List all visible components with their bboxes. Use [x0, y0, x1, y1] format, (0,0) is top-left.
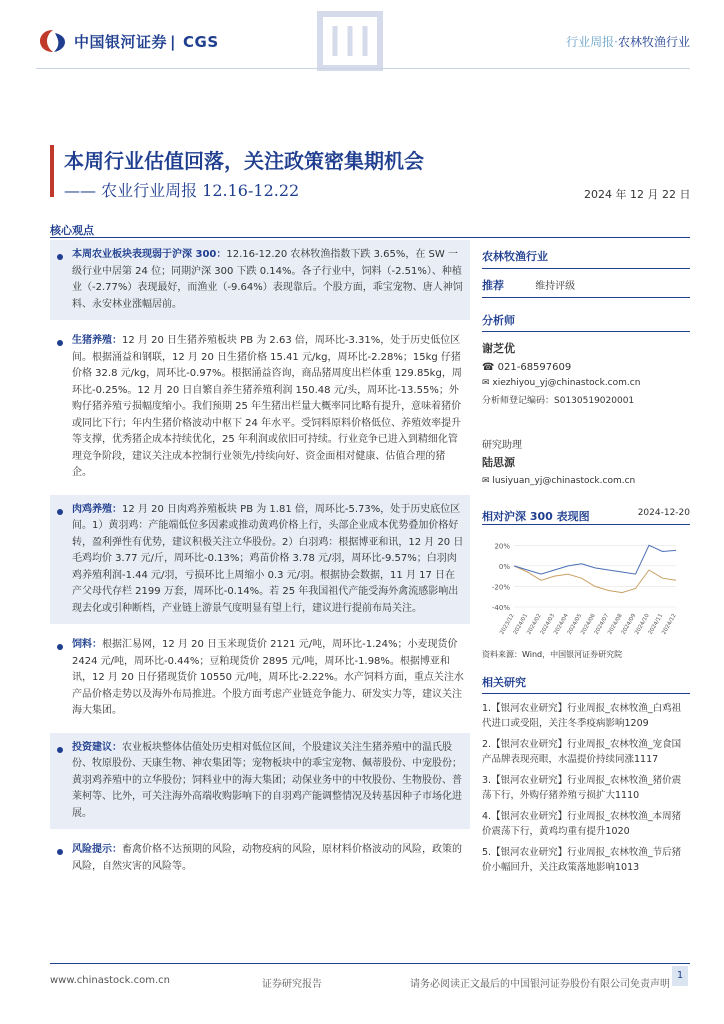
x-tick-label: 2023/12 [499, 613, 516, 636]
x-tick-label: 2024/08 [607, 613, 624, 636]
sidebar-divider [482, 524, 690, 525]
section-risk [50, 835, 470, 882]
header-divider [36, 68, 690, 69]
x-tick-label: 2024/09 [620, 613, 638, 636]
section-market [50, 240, 470, 320]
assistant-email-row [482, 470, 690, 486]
section-body: 畜禽价格不达预期的风险，动物疫病的风险，原材料价格波动的风险，政策的风险，自然灾害的风险等。 [72, 844, 462, 872]
rating-label: 推荐 [482, 279, 504, 292]
related-item[interactable]: 3.【银河农业研究】行业周报_农林牧渔_猪价震荡下行，外购仔猪养殖亏损扩大1110 [482, 775, 682, 801]
y-tick-label: -20% [491, 583, 510, 592]
doc-type: 行业周报· [566, 35, 618, 49]
related-item[interactable]: 4.【银河农业研究】行业周报_农林牧渔_本周猪价震荡下行，黄鸡均重有提升1020 [482, 811, 682, 837]
brand-name: 中国银河证券 | CGS [74, 32, 219, 51]
section-head: 风险提示： [72, 844, 122, 855]
x-tick-label: 2024/11 [647, 613, 665, 636]
section-head: 肉鸡养殖： [72, 503, 122, 515]
x-tick-label: 2024/01 [512, 613, 530, 636]
x-tick-label: 2024/10 [634, 613, 651, 636]
footer-divider [50, 963, 690, 964]
bullet-icon [57, 849, 63, 855]
core-divider [50, 237, 690, 238]
report-date: 2024 年 12 月 22 日 [584, 188, 691, 201]
section-body: 根据汇易网，12 月 20 日玉米现货价 2121 元/吨，周环比-1.24%；小麦现货价 2424 元/吨，周环比-0.44%；豆粕现货价 2895 元/吨，周环比-1.98%。根据博亚和讯，12 月 20 日仔猪现货价 10550 元/吨，周环比-2.22%。水产饲料方面，重点关注水产品价格走势以及海外布局推进。个股方面考虑产业链竞争能力、研发实力等，建议关注海大集团。 [72, 639, 464, 716]
x-tick-label: 2024/03 [539, 613, 557, 636]
related-header: 相关研究 [482, 676, 526, 689]
email-row [482, 373, 690, 388]
x-tick-label: 2024/06 [580, 613, 597, 636]
section-head: 投资建议： [72, 741, 122, 753]
section-body: 农业板块整体估值处历史相对低位区间，个股建议关注生猪养殖中的温氏股份、牧原股份、天康生物、神农集团等；宠物板块中的乖宝宠物、佩蒂股份、中宠股份；黄羽鸡养殖中的立华股份；饲料业中的海大集团；动保业务中的中牧股份、生物股份、普莱柯等、比外，可关注海外高端收购影响下的自羽鸡产能调整情况及转基因种子市场化进展。 [72, 741, 462, 819]
brand-logo [38, 28, 219, 54]
bullet-icon [57, 254, 63, 260]
section-head: 饲料： [72, 639, 102, 650]
related-item[interactable]: 5.【银河农业研究】行业周报_农林牧渔_节后猪价小幅回升，关注政策落地影响1013 [482, 847, 682, 873]
email-icon: ✉ [482, 476, 493, 486]
cgs-logo-icon [38, 28, 68, 54]
rating-row [482, 269, 690, 297]
y-tick-label: 0% [498, 562, 510, 571]
relative-performance-chart [482, 527, 682, 647]
sidebar-industry: 农林牧渔行业 [482, 250, 548, 263]
phone-icon: ☎ [482, 362, 498, 373]
section-body: 12 月 20 日生猪养殖板块 PB 为 2.63 倍，周环比-3.31%，处于历史低位区间。根据涌益和钢联，12 月 20 日生猪价格 15.41 元/kg，周环比-2.28%；15kg 仔猪价格 32.8 元/kg，周环比-0.97%。根据涌益咨询，商品猪周度出栏体重 129.85kg，周环比-0.25%。12 月 20 日自繁自养生猪养殖利润 150.48 元/头，周环比-13.55%；外购仔猪养殖亏损幅度缩小。我们预期 25 年生猪出栏量大概率同比略有提升，意味着猪价或同比下行；年内生猪价格波动中枢下 24 年水平。受饲料原料价格低位、养殖效率提升等支撑，优秀猪企成本持续优化，25 年利润或依旧可持续。行业竞争已进入到精细化管理竞争阶段，建议关注成本控制行业领先/持续向好、资金面相对健康、估值合理的猪企。 [72, 335, 462, 478]
report-title: 本周行业估值回落，关注政策密集期机会 [64, 149, 424, 173]
chart-date: 2024-12-20 [637, 508, 690, 518]
x-tick-label: 2024/12 [661, 613, 678, 636]
footer-disclaimer: 请务必阅读正文最后的中国银河证券股份有限公司免责声明 [410, 979, 670, 990]
assistant-name: 陆思源 [482, 456, 515, 469]
x-tick-label: 2024/02 [526, 613, 543, 636]
email[interactable]: xiezhiyou_yj@chinastock.com.cn [492, 378, 641, 388]
cgs-watermark-icon [310, 10, 390, 74]
brand-cn: 中国银河证券 [74, 32, 168, 51]
sidebar [482, 240, 690, 878]
y-tick-label: 20% [494, 542, 510, 551]
email-icon: ✉ [482, 378, 493, 388]
rating-value: 维持评级 [535, 281, 576, 292]
related-item[interactable]: 2.【银河农业研究】行业周报_农林牧渔_宠食国产品牌表现亮眼，水温提价持续同涨1117 [482, 739, 682, 765]
section-body: 12.16-12.20 农林牧渔指数下跌 3.65%，在 SW 一级行业中居第 24 位；同期沪深 300 下跌 0.14%。各子行业中，饲料（-2.51%）、种植业（-2.77%）表现最好，而渔业（-9.64%）表现靠后。个股方面，乖宝宠物、唐人神饲料、永安林业涨幅居前。 [72, 249, 463, 310]
y-tick-label: -40% [491, 604, 510, 612]
section-body: 12 月 20 日肉鸡养殖板块 PB 为 1.81 倍，周环比-5.73%，处于历史底位区间。1）黄羽鸡：产能端低位多因素或推动黄鸡价格上行，头部企业成本优势叠加价格好转，盈利弹性有优势，建议积极关注立华股份。2）白羽鸡：根据博亚和讯，12 月 20 日毛鸡均价 3.77 元/斤，周环比-0.13%；鸡苗价格 3.78 元/羽，周环比-9.57%；白羽肉鸡养殖利润-1.44 元/羽，亏损环比上周缩小 0.3 元/羽。根据协会数据，11 月 17 日在产父母代存栏 2199 万套，周环比-0.14%。若 25 年我国祖代产能受海外禽流感影响出现去化或引种断档，产业链上游景气度明显有望上行，建议进行提前布局关注。 [72, 503, 464, 614]
section-hog [50, 326, 470, 489]
x-tick-label: 2024/04 [553, 613, 570, 636]
chart-header-row [482, 486, 690, 524]
phone-row [482, 356, 690, 373]
page-number: 1 [672, 966, 688, 986]
x-tick-label: 2024/07 [593, 613, 611, 636]
bullet-icon [57, 747, 63, 753]
x-tick-label: 2024/05 [566, 613, 584, 636]
section-chicken [50, 495, 470, 625]
core-view-label: 核心观点 [50, 224, 94, 237]
assistant-label: 研究助理 [482, 440, 522, 451]
related-list [482, 694, 690, 878]
assistant-email[interactable]: lusiyuan_yj@chinastock.com.cn [492, 476, 636, 486]
bullet-icon [57, 509, 63, 515]
analyst-header: 分析师 [482, 314, 515, 327]
chart-title: 相对沪深 300 表现图 [482, 510, 590, 523]
header-category [566, 33, 690, 50]
report-subtitle: —— 农业行业周报 12.16-12.22 [64, 181, 300, 200]
series-line [514, 566, 676, 593]
section-head: 本周农业板块表现弱于沪深 300： [72, 249, 227, 260]
footer-site[interactable]: www.chinastock.com.cn [50, 975, 170, 986]
related-item[interactable]: 1.【银河农业研究】行业周报_农林牧渔_白鸡祖代进口或受阻，关注冬季疫病影响1209 [482, 703, 682, 729]
analyst-cert: 分析师登记编码：S0130519020001 [482, 396, 635, 406]
chart-source: 资料来源：Wind，中国银河证券研究院 [482, 650, 623, 659]
bullet-icon [57, 340, 63, 346]
section-head: 生猪养殖： [72, 335, 122, 346]
section-invest [50, 733, 470, 830]
industry-name: 农林牧渔行业 [617, 35, 690, 49]
footer-center: 证券研究报告 [262, 979, 322, 990]
brand-en: CGS [183, 32, 219, 51]
analyst-name: 谢芝优 [482, 342, 515, 355]
main-content [50, 240, 470, 888]
phone: 021-68597609 [497, 362, 572, 373]
bullet-icon [57, 644, 63, 650]
title-accent-bar [50, 145, 54, 197]
section-feed [50, 630, 470, 727]
series-line [514, 545, 676, 574]
